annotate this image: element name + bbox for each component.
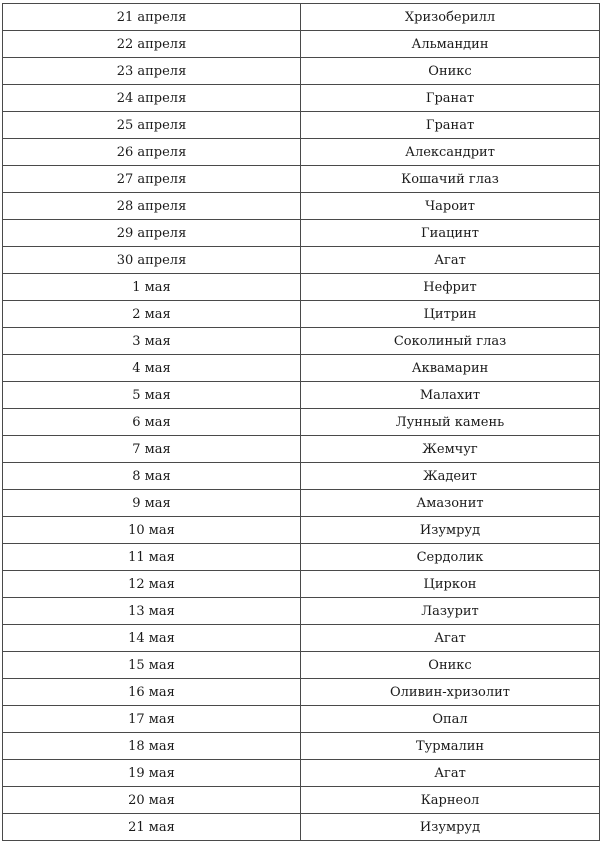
date-cell: 12 мая [3, 571, 301, 598]
table-row [3, 139, 600, 166]
table-row [3, 220, 600, 247]
table-row [3, 733, 600, 760]
table-row [3, 598, 600, 625]
table-row [3, 517, 600, 544]
table-row [3, 706, 600, 733]
date-cell: 15 мая [3, 652, 301, 679]
date-cell: 4 мая [3, 355, 301, 382]
table-row [3, 247, 600, 274]
date-cell: 28 апреля [3, 193, 301, 220]
stone-cell: Турмалин [301, 733, 600, 760]
stone-cell: Соколиный глаз [301, 328, 600, 355]
stone-cell: Кошачий глаз [301, 166, 600, 193]
table-row [3, 355, 600, 382]
table-body [3, 4, 600, 841]
stone-cell: Циркон [301, 571, 600, 598]
table-row [3, 85, 600, 112]
date-cell: 5 мая [3, 382, 301, 409]
date-cell: 17 мая [3, 706, 301, 733]
stone-cell: Опал [301, 706, 600, 733]
date-cell: 18 мая [3, 733, 301, 760]
stone-cell: Амазонит [301, 490, 600, 517]
date-cell: 2 мая [3, 301, 301, 328]
date-cell: 27 апреля [3, 166, 301, 193]
table-row [3, 112, 600, 139]
table-row [3, 625, 600, 652]
stone-cell: Хризоберилл [301, 4, 600, 31]
stone-cell: Жадеит [301, 463, 600, 490]
date-cell: 23 апреля [3, 58, 301, 85]
stone-cell: Гиацинт [301, 220, 600, 247]
date-cell: 7 мая [3, 436, 301, 463]
date-cell: 10 мая [3, 517, 301, 544]
stone-cell: Оникс [301, 58, 600, 85]
stone-cell: Александрит [301, 139, 600, 166]
date-cell: 21 мая [3, 814, 301, 841]
table-row [3, 679, 600, 706]
table-row [3, 193, 600, 220]
date-cell: 13 мая [3, 598, 301, 625]
stone-cell: Агат [301, 760, 600, 787]
stone-cell: Альмандин [301, 31, 600, 58]
stone-cell: Сердолик [301, 544, 600, 571]
table-row [3, 436, 600, 463]
stone-cell: Оливин-хризолит [301, 679, 600, 706]
stone-cell: Гранат [301, 112, 600, 139]
date-cell: 19 мая [3, 760, 301, 787]
date-cell: 8 мая [3, 463, 301, 490]
stone-cell: Агат [301, 247, 600, 274]
birthstone-table [2, 3, 600, 841]
date-cell: 3 мая [3, 328, 301, 355]
table-row [3, 4, 600, 31]
table-row [3, 463, 600, 490]
table-row [3, 166, 600, 193]
table-row [3, 571, 600, 598]
table-row [3, 652, 600, 679]
date-cell: 25 апреля [3, 112, 301, 139]
table-row [3, 409, 600, 436]
stone-cell: Чароит [301, 193, 600, 220]
date-cell: 29 апреля [3, 220, 301, 247]
date-cell: 6 мая [3, 409, 301, 436]
date-cell: 22 апреля [3, 31, 301, 58]
stone-cell: Лунный камень [301, 409, 600, 436]
table-row [3, 274, 600, 301]
table-row [3, 382, 600, 409]
stone-cell: Аквамарин [301, 355, 600, 382]
table-row [3, 490, 600, 517]
stone-cell: Цитрин [301, 301, 600, 328]
table-row [3, 544, 600, 571]
date-cell: 21 апреля [3, 4, 301, 31]
stone-cell: Нефрит [301, 274, 600, 301]
table-row [3, 787, 600, 814]
date-cell: 20 мая [3, 787, 301, 814]
stone-cell: Гранат [301, 85, 600, 112]
table-row [3, 328, 600, 355]
stone-cell: Изумруд [301, 814, 600, 841]
stone-cell: Агат [301, 625, 600, 652]
stone-cell: Карнеол [301, 787, 600, 814]
stone-cell: Лазурит [301, 598, 600, 625]
date-cell: 14 мая [3, 625, 301, 652]
date-cell: 1 мая [3, 274, 301, 301]
table-row [3, 814, 600, 841]
table-row [3, 31, 600, 58]
table-row [3, 58, 600, 85]
date-cell: 9 мая [3, 490, 301, 517]
table-row [3, 760, 600, 787]
date-cell: 16 мая [3, 679, 301, 706]
table-row [3, 301, 600, 328]
date-cell: 26 апреля [3, 139, 301, 166]
stone-cell: Изумруд [301, 517, 600, 544]
stone-cell: Жемчуг [301, 436, 600, 463]
stone-cell: Оникс [301, 652, 600, 679]
date-cell: 30 апреля [3, 247, 301, 274]
date-cell: 24 апреля [3, 85, 301, 112]
date-cell: 11 мая [3, 544, 301, 571]
stone-cell: Малахит [301, 382, 600, 409]
